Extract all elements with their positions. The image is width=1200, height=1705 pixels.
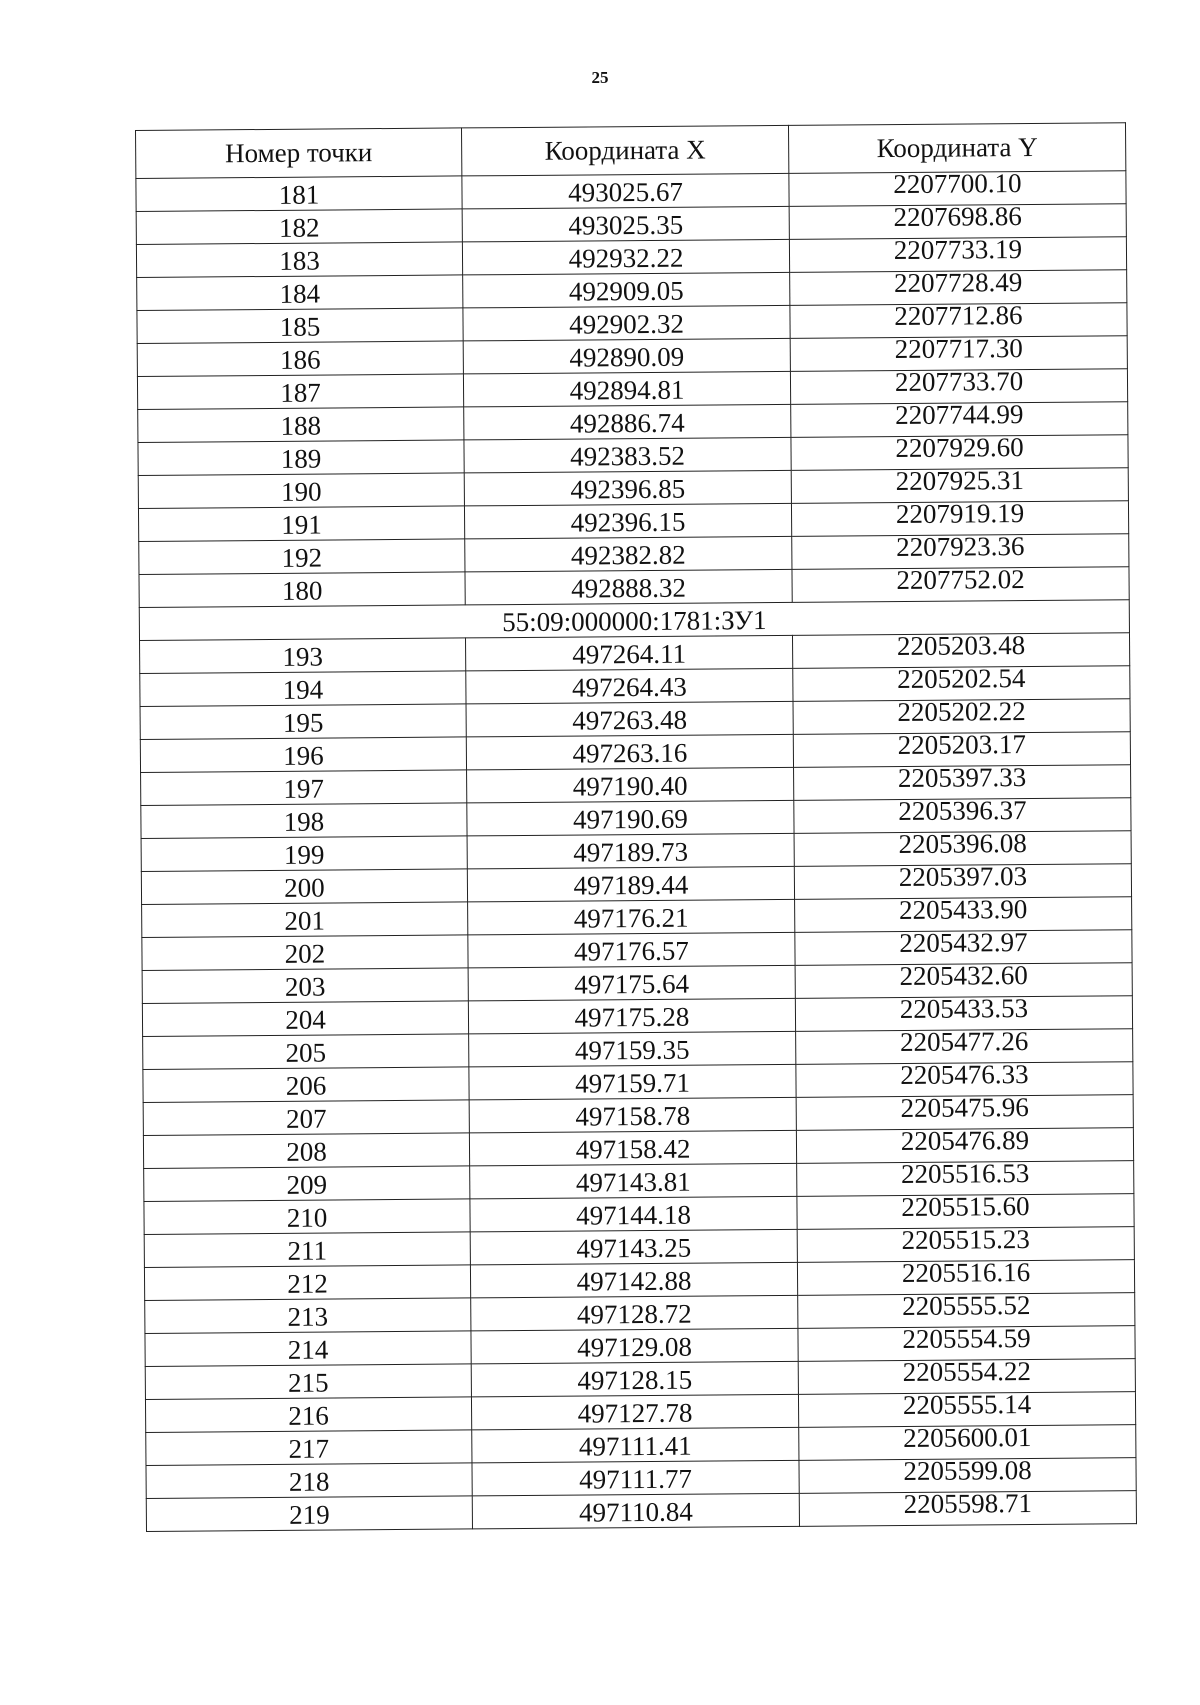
point-number-cell: [136, 209, 462, 245]
point-number-cell-text: 188: [280, 410, 322, 441]
point-number-cell-text: 181: [278, 179, 320, 210]
point-number-cell: [140, 704, 466, 740]
coordinate-y-cell-text: 2207733.19: [893, 234, 1023, 266]
coordinate-y-cell-text: 2205432.60: [899, 960, 1028, 992]
point-number-cell-text: 196: [283, 740, 324, 771]
coordinate-x-cell-text: 497111.41: [578, 1430, 692, 1462]
coordinate-y-cell-text: 2205600.01: [903, 1422, 1032, 1454]
coordinate-y-cell-text: 2207925.31: [895, 465, 1025, 497]
coordinate-y-cell: [799, 1487, 1136, 1527]
coordinate-x-cell: [470, 1196, 797, 1232]
point-number-cell: [139, 572, 465, 608]
coordinate-y-cell-text: 2205554.22: [902, 1356, 1032, 1388]
coordinate-x-cell-text: 492902.32: [569, 308, 685, 340]
coordinate-x-cell-text: 497128.15: [577, 1364, 693, 1396]
coordinate-y-cell-text: 2207752.02: [896, 564, 1025, 596]
coordinate-x-cell-text: 497142.88: [576, 1265, 692, 1297]
coordinate-x-cell-text: 493025.67: [568, 176, 683, 208]
point-number-cell-text: 195: [282, 707, 324, 738]
coordinate-x-cell: [464, 503, 791, 539]
point-number-cell: [138, 506, 464, 542]
point-number-cell-text: 186: [279, 344, 321, 375]
point-number-cell-text: 203: [284, 971, 326, 1002]
point-number-cell: [141, 836, 467, 872]
point-number-cell-text: 197: [283, 773, 325, 804]
point-number-cell-text: 187: [280, 377, 321, 408]
coordinate-x-cell: [471, 1328, 798, 1364]
coordinate-y-cell-text: 2205432.97: [899, 927, 1028, 959]
coordinate-x-cell: [467, 866, 794, 902]
point-number-cell: [137, 308, 463, 344]
point-number-cell: [142, 935, 468, 971]
coordinate-y-cell-text: 2207698.86: [893, 201, 1022, 233]
point-number-cell: [141, 803, 467, 839]
point-number-cell: [140, 737, 466, 773]
point-number-cell: [145, 1397, 471, 1433]
coordinate-x-cell: [464, 404, 791, 440]
coordinate-x-cell-text: 497127.78: [577, 1397, 693, 1429]
coordinate-y-cell-text: 2207919.19: [895, 498, 1025, 530]
coordinate-x-cell: [466, 734, 793, 770]
point-number-cell-text: 213: [287, 1301, 329, 1332]
point-number-cell-text: 191: [281, 509, 322, 540]
point-number-cell: [140, 638, 466, 674]
coordinate-y-cell-text: 2205516.53: [900, 1158, 1030, 1190]
coordinate-x-cell-text: 497176.21: [573, 902, 689, 934]
point-number-cell-text: 212: [287, 1268, 328, 1299]
coordinates-table: [135, 122, 1137, 1532]
coordinate-x-cell: [469, 1064, 796, 1100]
coordinate-x-cell-text: 493025.35: [568, 209, 684, 241]
coordinate-y-cell-text: 2205475.96: [900, 1092, 1029, 1124]
coordinate-y-cell-text: 2207923.36: [896, 531, 1025, 563]
point-number-cell-text: 211: [287, 1235, 328, 1266]
point-number-cell: [143, 1067, 469, 1103]
coordinate-y-cell-text: 2207929.60: [895, 432, 1024, 464]
coordinate-x-cell-text: 497263.16: [572, 737, 688, 769]
point-number-cell: [143, 1034, 469, 1070]
coordinate-x-cell: [466, 701, 793, 737]
coordinate-y-cell-text: 2205476.33: [900, 1059, 1029, 1091]
point-number-cell-text: 209: [286, 1169, 328, 1200]
coordinate-y-cell-text: 2207717.30: [894, 333, 1023, 365]
point-number-cell-text: 215: [287, 1367, 329, 1398]
point-number-cell: [145, 1298, 471, 1334]
point-number-cell: [143, 1133, 469, 1169]
point-number-cell: [144, 1265, 470, 1301]
point-number-cell: [138, 407, 464, 443]
coordinate-x-cell-text: 497263.48: [572, 704, 688, 736]
point-number-cell-text: 190: [280, 476, 322, 507]
point-number-cell: [145, 1331, 471, 1367]
point-number-cell-text: 218: [288, 1466, 330, 1497]
coordinate-x-cell: [469, 1130, 796, 1166]
coordinate-y-cell-text: 2207733.70: [894, 366, 1024, 398]
point-number-cell-text: 219: [289, 1499, 330, 1530]
coordinate-x-cell-text: 497129.08: [577, 1331, 693, 1363]
coordinate-y-cell-text: 2205555.14: [902, 1389, 1032, 1421]
point-number-cell-text: 192: [281, 542, 323, 573]
coordinate-x-cell-text: 497189.44: [573, 869, 689, 901]
coordinate-y-cell-text: 2205203.48: [896, 630, 1026, 662]
coordinate-x-cell: [463, 371, 790, 407]
coordinate-x-cell: [463, 272, 790, 308]
coordinate-x-cell-text: 497175.28: [574, 1001, 690, 1033]
coordinate-x-cell: [468, 998, 795, 1034]
coordinate-x-cell-text: 497143.25: [576, 1232, 692, 1264]
coordinate-x-cell-text: 497111.77: [579, 1463, 693, 1495]
coordinate-x-cell: [472, 1493, 799, 1529]
point-number-cell-text: 182: [278, 212, 320, 243]
coordinate-x-cell: [471, 1361, 798, 1397]
coordinate-y-cell-text: 2205515.23: [901, 1224, 1030, 1256]
coordinate-x-cell: [469, 1031, 796, 1067]
point-number-cell: [144, 1232, 470, 1268]
header-coordinate-x: Координата X: [461, 125, 788, 176]
point-number-cell-text: 206: [285, 1070, 327, 1101]
coordinate-x-cell: [463, 338, 790, 374]
point-number-cell-text: 208: [286, 1136, 327, 1167]
header-point-number: Номер точки: [136, 128, 462, 179]
coordinate-x-cell-text: 492890.09: [569, 341, 685, 373]
point-number-cell-text: 198: [283, 806, 325, 837]
coordinate-y-cell-text: 2205396.37: [898, 795, 1027, 827]
point-number-cell: [144, 1166, 470, 1202]
point-number-cell: [146, 1430, 472, 1466]
coordinate-x-cell-text: 497143.81: [575, 1166, 691, 1198]
coordinate-y-cell-text: 2205203.17: [897, 729, 1027, 761]
coordinate-x-cell: [468, 965, 795, 1001]
coordinate-x-cell: [467, 833, 794, 869]
point-number-cell: [141, 770, 467, 806]
coordinates-table-wrapper: [135, 122, 1136, 1532]
point-number-cell-text: 207: [285, 1103, 327, 1134]
coordinate-x-cell-text: 492383.52: [570, 440, 686, 472]
point-number-cell: [138, 440, 464, 476]
coordinate-x-cell: [471, 1394, 798, 1430]
coordinate-x-cell-text: 497110.84: [578, 1496, 693, 1528]
coordinate-y-cell-text: 2205433.53: [899, 993, 1029, 1025]
point-number-cell-text: 184: [279, 278, 321, 309]
point-number-cell: [142, 902, 468, 938]
point-number-cell: [144, 1199, 470, 1235]
coordinate-x-cell: [462, 239, 789, 275]
coordinate-y-cell-text: 2205202.22: [897, 696, 1026, 728]
point-number-cell-text: 216: [288, 1400, 329, 1431]
point-number-cell: [140, 671, 466, 707]
coordinate-y-cell-text: 2205554.59: [902, 1323, 1031, 1355]
point-number-cell: [136, 242, 462, 278]
coordinate-y-cell-text: 2205202.54: [897, 663, 1026, 695]
point-number-cell-text: 199: [283, 839, 325, 870]
coordinate-x-cell-text: 492886.74: [569, 407, 685, 439]
coordinate-x-cell-text: 497175.64: [574, 968, 690, 1000]
point-number-cell: [141, 869, 467, 905]
coordinate-x-cell: [469, 1097, 796, 1133]
coordinate-x-cell: [470, 1229, 797, 1265]
coordinate-x-cell: [464, 437, 791, 473]
coordinate-x-cell-text: 497190.69: [572, 803, 688, 835]
point-number-cell-text: 217: [288, 1433, 330, 1464]
coordinate-y-cell-text: 2205599.08: [903, 1454, 1032, 1487]
coordinate-y-cell-text: 2205433.90: [898, 894, 1028, 926]
coordinate-x-cell-text: 497158.42: [575, 1133, 691, 1165]
coordinate-x-cell-text: 497128.72: [576, 1298, 692, 1330]
coordinate-x-cell-text: 497158.78: [575, 1100, 691, 1132]
point-number-cell: [137, 341, 463, 377]
point-number-cell: [146, 1496, 472, 1532]
coordinate-y-cell-text: 2207700.10: [893, 168, 1022, 200]
coordinate-x-cell: [467, 767, 794, 803]
coordinate-x-cell: [472, 1460, 799, 1496]
point-number-cell-text: 194: [282, 674, 324, 705]
coordinate-x-cell-text: 497264.43: [571, 671, 687, 703]
point-number-cell-text: 210: [286, 1202, 328, 1233]
coordinate-x-cell-text: 497264.11: [572, 638, 687, 670]
coordinate-x-cell: [471, 1295, 798, 1331]
coordinate-y-cell-text: 2207728.49: [893, 267, 1023, 299]
coordinate-x-cell-text: 497176.57: [573, 935, 689, 967]
coordinate-x-cell-text: 492888.32: [571, 572, 687, 604]
point-number-cell-text: 193: [282, 641, 324, 672]
coordinate-x-cell-text: 497190.40: [572, 770, 688, 802]
point-number-cell-text: 205: [285, 1037, 327, 1068]
coordinate-x-cell-text: 492396.85: [570, 473, 686, 505]
coordinate-x-cell-text: 492894.81: [569, 374, 685, 406]
point-number-cell-text: 202: [284, 938, 326, 969]
coordinate-x-cell: [465, 569, 792, 605]
coordinate-x-cell-text: 497159.71: [575, 1067, 690, 1099]
table-body: [136, 168, 1137, 1532]
point-number-cell: [137, 374, 463, 410]
coordinate-x-cell-text: 497144.18: [576, 1199, 692, 1231]
coordinate-y-cell-text: 2205516.16: [901, 1257, 1031, 1289]
coordinate-x-cell: [464, 470, 791, 506]
coordinate-y-cell-text: 2205477.26: [899, 1026, 1029, 1058]
coordinate-y-cell-text: 2205515.60: [901, 1191, 1030, 1223]
coordinate-x-cell-text: 492382.82: [570, 539, 686, 571]
coordinate-y-cell-text: 2205396.08: [898, 828, 1027, 860]
coordinate-y-cell-text: 2207712.86: [894, 300, 1023, 332]
coordinate-x-cell-text: 492909.05: [568, 275, 684, 307]
point-number-cell: [136, 176, 462, 212]
point-number-cell-text: 204: [285, 1004, 326, 1035]
coordinate-x-cell: [467, 800, 794, 836]
coordinate-x-cell-text: 492396.15: [570, 506, 686, 538]
coordinate-x-cell: [468, 899, 795, 935]
point-number-cell: [139, 539, 465, 575]
point-number-cell: [145, 1364, 471, 1400]
point-number-cell-text: 185: [279, 311, 321, 342]
point-number-cell: [142, 1001, 468, 1037]
coordinate-x-cell-text: 492932.22: [568, 242, 684, 274]
point-number-cell-text: 189: [280, 443, 322, 474]
coordinate-x-cell: [466, 668, 793, 704]
point-number-cell-text: 200: [284, 872, 325, 903]
point-number-cell: [142, 968, 468, 1004]
coordinate-y-cell-text: 2205598.71: [903, 1487, 1033, 1520]
point-number-cell: [138, 473, 464, 509]
point-number-cell-text: 183: [279, 245, 320, 276]
coordinate-x-cell: [468, 932, 795, 968]
page-number: 25: [591, 68, 609, 87]
point-number-cell-text: 214: [287, 1334, 329, 1365]
coordinate-x-cell: [472, 1427, 799, 1463]
coordinate-x-cell: [463, 305, 790, 341]
section-label-text: 55:09:000000:1781:ЗУ1: [502, 605, 767, 638]
coordinate-x-cell: [465, 635, 792, 671]
point-number-cell-text: 201: [284, 905, 326, 936]
coordinate-x-cell: [465, 536, 792, 572]
point-number-cell-text: 180: [281, 575, 323, 606]
coordinate-x-cell: [470, 1262, 797, 1298]
coordinate-x-cell: [462, 206, 789, 242]
coordinate-y-cell-text: 2205555.52: [902, 1290, 1031, 1322]
header-coordinate-y: Координата Y: [788, 123, 1125, 174]
coordinate-x-cell-text: 497159.35: [574, 1034, 690, 1066]
coordinate-y-cell-text: 2205397.33: [897, 762, 1027, 794]
coordinate-x-cell: [470, 1163, 797, 1199]
point-number-cell: [137, 275, 463, 311]
coordinate-x-cell-text: 497189.73: [573, 836, 689, 868]
coordinate-y-cell-text: 2205476.89: [900, 1125, 1030, 1157]
point-number-cell: [143, 1100, 469, 1136]
point-number-cell: [146, 1463, 472, 1499]
coordinate-x-cell: [462, 173, 789, 209]
coordinate-y-cell-text: 2205397.03: [898, 861, 1028, 893]
coordinate-y-cell-text: 2207744.99: [895, 399, 1024, 431]
coordinate-y-cell: [792, 564, 1129, 603]
